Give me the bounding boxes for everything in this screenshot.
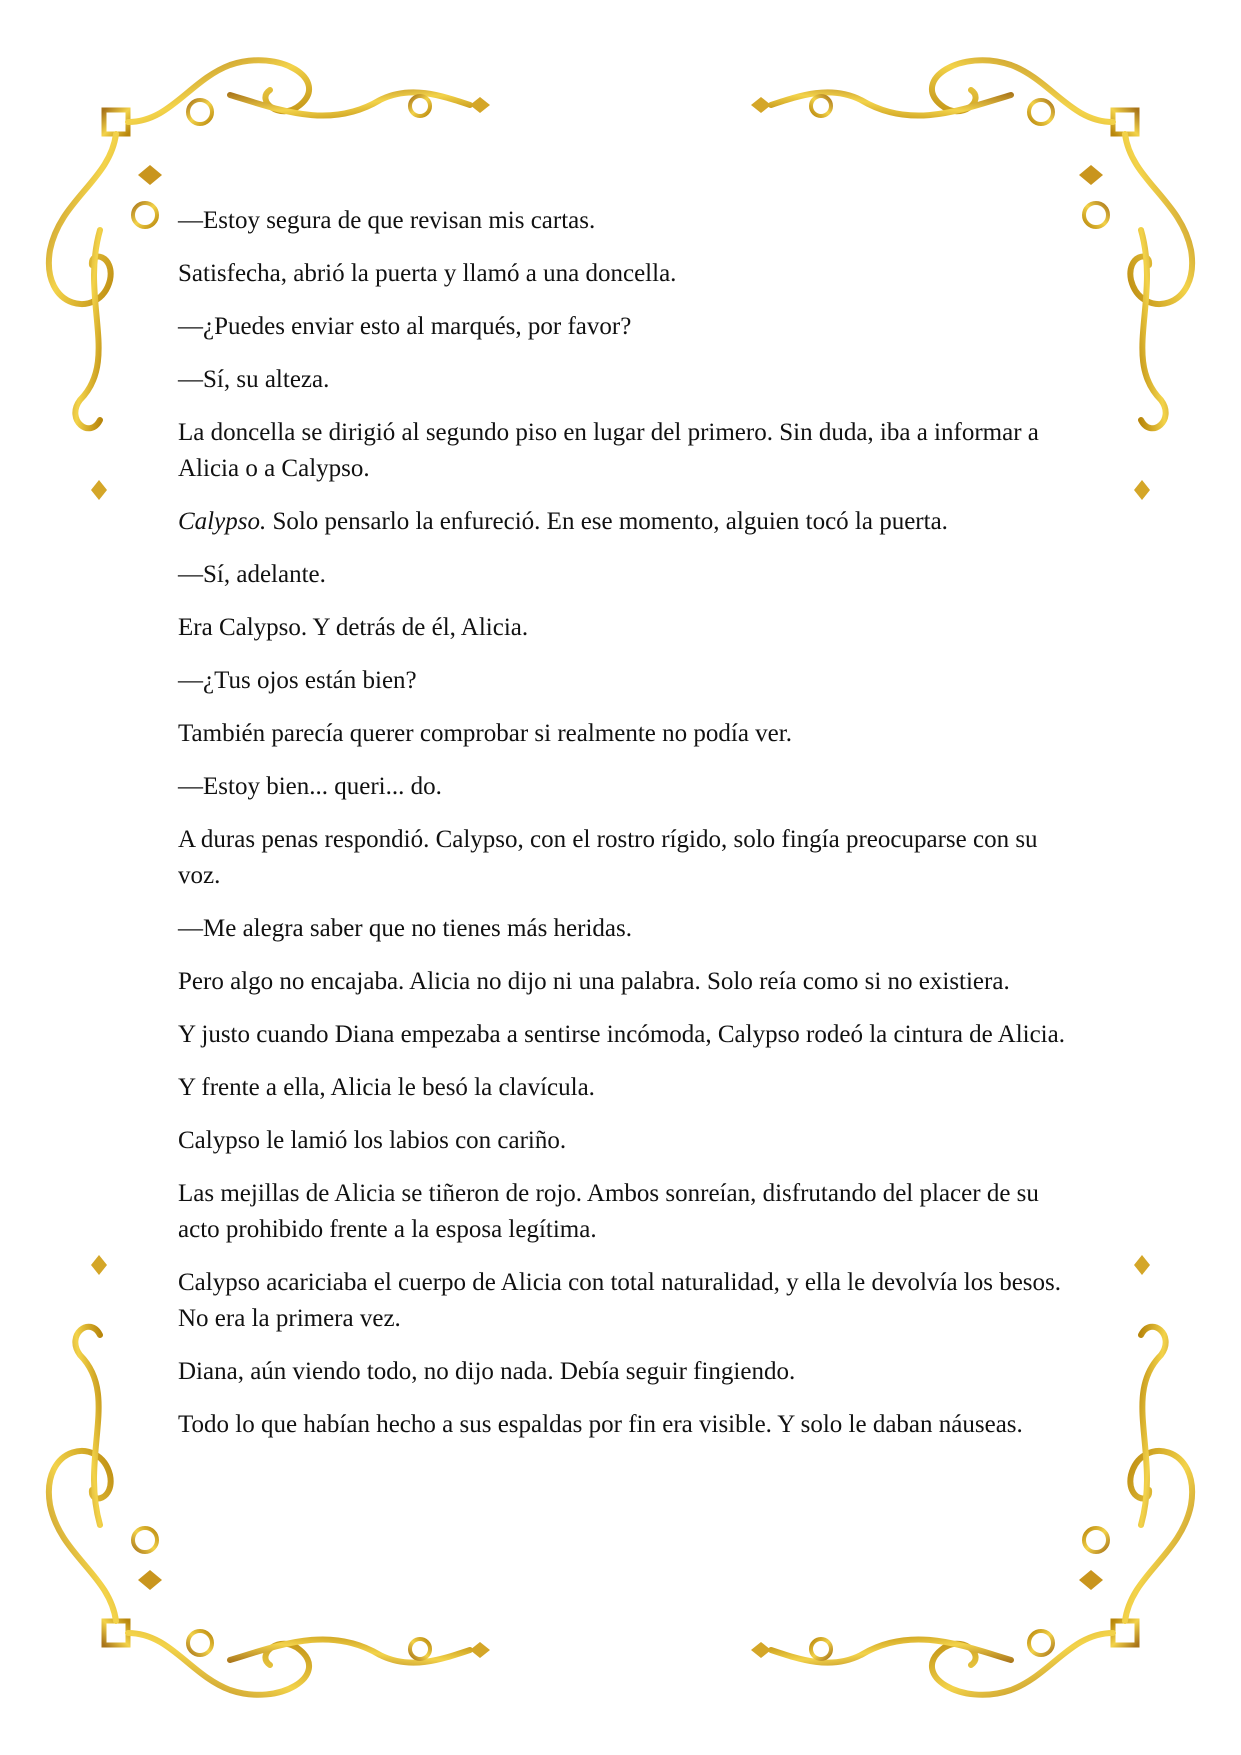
paragraph-text: —Me alegra saber que no tienes más heridas.: [178, 915, 633, 942]
paragraph-text: La doncella se dirigió al segundo piso en lugar del primero. Sin duda, iba a informar a Alicia o a Calypso.: [178, 419, 1039, 482]
paragraph-text: Solo pensarlo la enfureció. En ese momento, alguien tocó la puerta.: [266, 508, 948, 535]
paragraph: [178, 1265, 1083, 1337]
paragraph: [178, 309, 1083, 345]
paragraph: [178, 964, 1083, 1000]
paragraph: [178, 716, 1083, 752]
paragraph-text: Era Calypso. Y detrás de él, Alicia.: [178, 614, 529, 641]
paragraph-text: Y frente a ella, Alicia le besó la clavícula.: [178, 1074, 595, 1101]
paragraph-text: —Sí, su alteza.: [178, 366, 330, 393]
paragraph-text: —Sí, adelante.: [178, 561, 326, 588]
paragraph: [178, 504, 1083, 540]
paragraph: [178, 1017, 1083, 1053]
paragraph: [178, 663, 1083, 699]
paragraph: [178, 822, 1083, 894]
paragraph-text: También parecía querer comprobar si realmente no podía ver.: [178, 720, 792, 747]
paragraph: [178, 557, 1083, 593]
paragraph-text: Las mejillas de Alicia se tiñeron de rojo. Ambos sonreían, disfrutando del placer de su acto prohibido frente a la esposa legítima.: [178, 1180, 1039, 1243]
paragraph: [178, 1070, 1083, 1106]
body-text: [178, 203, 1083, 1460]
paragraph: [178, 1407, 1083, 1443]
paragraph-text: Pero algo no encajaba. Alicia no dijo ni una palabra. Solo reía como si no existiera.: [178, 968, 1010, 995]
paragraph: [178, 769, 1083, 805]
paragraph-text: —¿Tus ojos están bien?: [178, 667, 417, 694]
paragraph-text: Y justo cuando Diana empezaba a sentirse incómoda, Calypso rodeó la cintura de Alicia.: [178, 1021, 1065, 1048]
paragraph: [178, 362, 1083, 398]
paragraph: [178, 610, 1083, 646]
italic-emphasis: Calypso.: [178, 508, 267, 535]
paragraph-text: Calypso acariciaba el cuerpo de Alicia con total naturalidad, y ella le devolvía los besos. No era la primera vez.: [178, 1269, 1062, 1332]
paragraph: [178, 256, 1083, 292]
paragraph: [178, 415, 1083, 487]
paragraph: [178, 1354, 1083, 1390]
paragraph-text: —Estoy segura de que revisan mis cartas.: [178, 207, 596, 234]
paragraph: [178, 1176, 1083, 1248]
paragraph: [178, 911, 1083, 947]
paragraph-text: Satisfecha, abrió la puerta y llamó a una doncella.: [178, 260, 677, 287]
paragraph-text: Calypso le lamió los labios con cariño.: [178, 1127, 567, 1154]
paragraph-text: A duras penas respondió. Calypso, con el rostro rígido, solo fingía preocuparse con su voz.: [178, 826, 1038, 889]
paragraph-text: —¿Puedes enviar esto al marqués, por favor?: [178, 313, 632, 340]
paragraph-text: Diana, aún viendo todo, no dijo nada. Debía seguir fingiendo.: [178, 1358, 796, 1385]
paragraph-text: —Estoy bien... queri... do.: [178, 773, 442, 800]
paragraph: [178, 203, 1083, 239]
paragraph: [178, 1123, 1083, 1159]
paragraph-text: Todo lo que habían hecho a sus espaldas por fin era visible. Y solo le daban náuseas.: [178, 1411, 1023, 1438]
